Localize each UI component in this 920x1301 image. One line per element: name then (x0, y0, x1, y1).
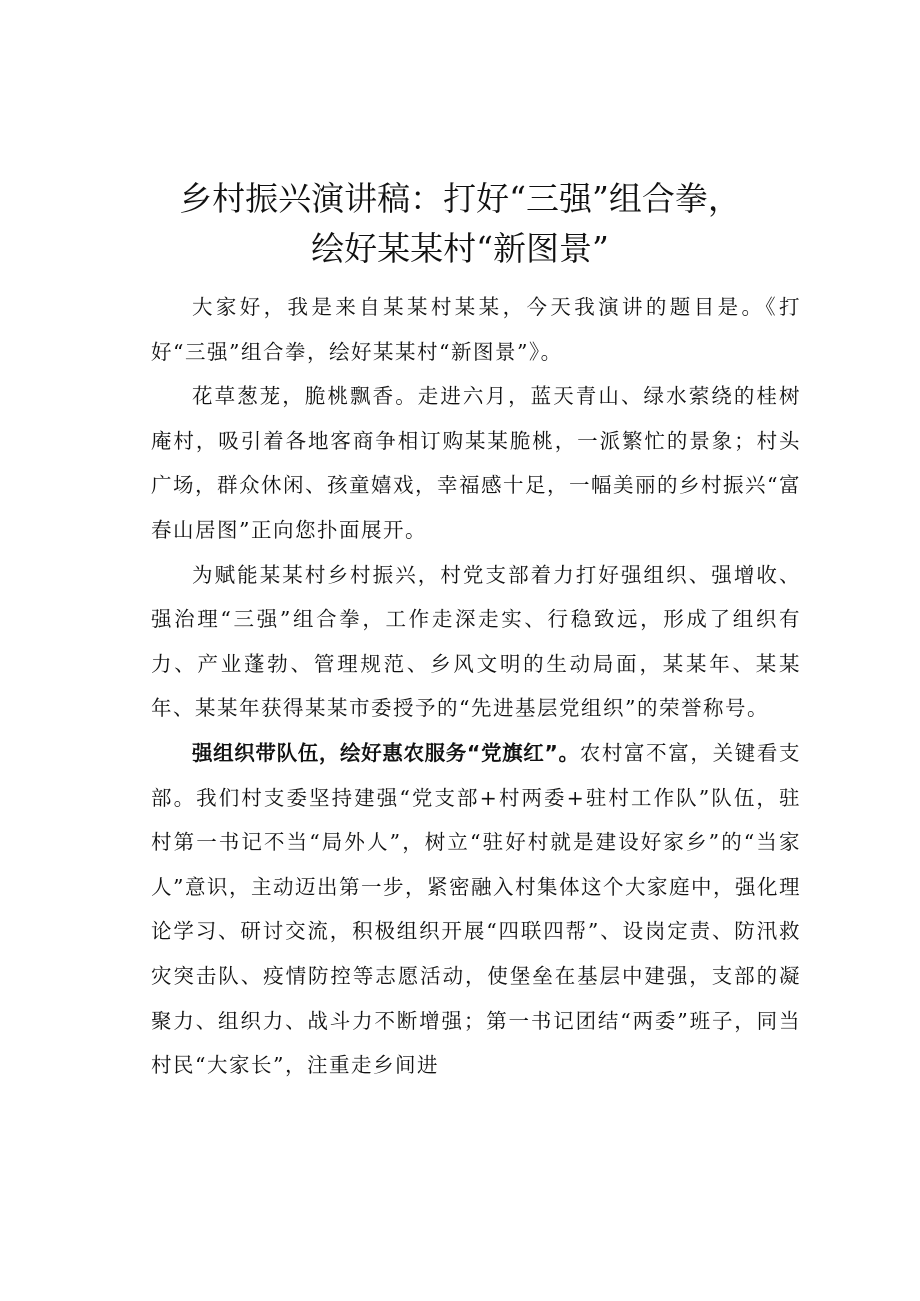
paragraph-lead-heading: 强组织带队伍，绘好惠农服务“党旗红”。 (192, 740, 580, 765)
paragraph-achievements (151, 553, 801, 731)
page-title (0, 174, 920, 274)
paragraph-strong-organization (151, 731, 801, 1088)
title-line-1: 乡村振兴演讲稿：打好“三强”组合拳， (179, 179, 741, 219)
paragraph-text: 花草葱茏，脆桃飘香。走进六月，蓝天青山、绿水萦绕的桂树庵村，吸引着各地客商争相订购某某脆桃，一派繁忙的景象；村头广场，群众休闲、孩童嬉戏，幸福感十足，一幅美丽的乡村振兴“富春山居图”正向您扑面展开。 (151, 384, 801, 542)
document-body (151, 285, 801, 1088)
paragraph-text: 为赋能某某村乡村振兴，村党支部着力打好强组织、强增收、强治理“三强”组合拳，工作走深走实、行稳致远，形成了组织有力、产业蓬勃、管理规范、乡风文明的生动局面，某某年、某某年、某某年获得某某市委授予的“先进基层党组织”的荣誉称号。 (151, 562, 801, 721)
paragraph-text: 农村富不富，关键看支部。我们村支委坚持建强“党支部+村两委+驻村工作队”队伍，驻村第一书记不当“局外人”，树立“驻好村就是建设好家乡”的“当家人”意识，主动迈出第一步，紧密融入村集体这个大家庭中，强化理论学习、研讨交流，积极组织开展“四联四帮”、设岗定责、防汛救灾突击队、疫情防控等志愿活动，使堡垒在基层中建强，支部的凝聚力、组织力、战斗力不断增强；第一书记团结“两委”班子，同当村民“大家长”，注重走乡间进 (151, 740, 802, 1078)
paragraph-text: 大家好，我是来自某某村某某，今天我演讲的题目是。《打好“三强”组合拳，绘好某某村“新图景”》。 (151, 295, 801, 364)
paragraph-scenery (151, 374, 801, 552)
title-line-2: 绘好某某村“新图景” (311, 229, 609, 269)
paragraph-greeting (151, 285, 801, 374)
